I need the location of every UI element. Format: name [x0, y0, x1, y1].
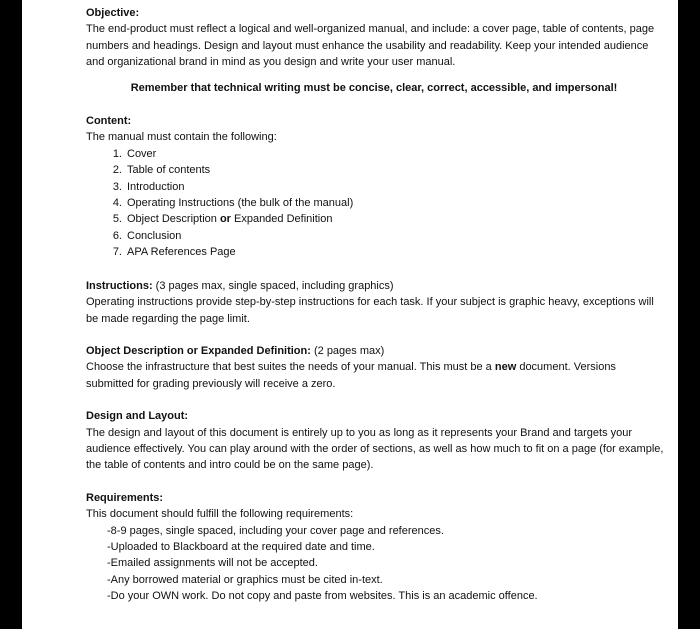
design-layout-text: The design and layout of this document is entirely up to you as long as it represents your Brand and targets your audience effectively. You can play around with the order of sections, as well as how much to fit on a page (for example, the table of contents and intro could be on the same page).: [86, 426, 664, 472]
document-page: [22, 0, 678, 629]
requirements-list: [86, 523, 666, 605]
list-item: -8-9 pages, single spaced, including your cover page and references.: [107, 524, 444, 537]
list-item-number: 1.: [112, 147, 122, 160]
objective-text: The end-product must reflect a logical and well-organized manual, and include: a cover page, table of contents, page numbers and headings. Design and layout must enhance the usability and readability. Keep your intended audience and organizational brand in mind as you design and write your user manual.: [86, 23, 655, 69]
object-description-text-after: document. Versions submitted for grading previously will receive a zero.: [86, 361, 616, 390]
list-item-number: 2.: [112, 164, 122, 177]
content-intro: The manual must contain the following:: [86, 131, 277, 144]
list-item: [112, 211, 666, 227]
list-item-number: 4.: [112, 197, 122, 210]
requirements-intro: This document should fulfill the following requirements:: [86, 508, 354, 521]
list-item: [112, 146, 666, 162]
list-item: [112, 179, 666, 195]
design-layout-section: [86, 408, 666, 474]
list-item: [112, 195, 666, 211]
list-item-text: Introduction: [127, 180, 185, 193]
object-description-text: [86, 359, 666, 392]
objective-section: [86, 5, 666, 71]
list-item-number: 7.: [112, 246, 122, 259]
list-item: [112, 162, 666, 178]
list-item-text: Cover: [127, 147, 157, 160]
list-item-text-before: Object Description: [127, 213, 220, 226]
list-item: [112, 228, 666, 244]
list-item-text: Table of contents: [127, 164, 211, 177]
list-item-number: 5.: [112, 213, 122, 226]
list-item-text: Conclusion: [127, 229, 182, 242]
instructions-heading-note: (3 pages max, single spaced, including graphics): [152, 279, 394, 292]
requirements-heading: Requirements:: [86, 491, 164, 504]
object-description-heading-note: (2 pages max): [310, 344, 385, 357]
reminder-text: Remember that technical writing must be concise, clear, correct, accessible, and impersonal!: [130, 81, 618, 94]
content-heading: Content:: [86, 115, 132, 128]
list-item: -Uploaded to Blackboard at the required date and time.: [107, 540, 375, 553]
objective-heading: Objective:: [86, 7, 140, 19]
list-item-number: 6.: [112, 229, 122, 242]
list-item-text: Operating Instructions (the bulk of the manual): [127, 197, 354, 210]
list-item-number: 3.: [112, 180, 122, 193]
object-description-text-before: Choose the infrastructure that best suites the needs of your manual. This must be a: [86, 361, 495, 374]
object-description-section: [86, 343, 666, 392]
requirements-section: [86, 490, 666, 605]
instructions-text: Operating instructions provide step-by-step instructions for each task. If your subject is graphic heavy, exceptions will be made regarding the page limit.: [86, 296, 654, 325]
content-list: [86, 146, 666, 261]
document-content: [86, 5, 666, 605]
design-layout-heading: Design and Layout:: [86, 410, 189, 423]
list-item: [112, 244, 666, 260]
object-description-heading-line: [86, 343, 666, 359]
list-item-text-after: Expanded Definition: [230, 213, 333, 226]
instructions-heading: Instructions:: [86, 279, 153, 292]
list-item-text: APA References Page: [127, 246, 236, 259]
object-description-heading: Object Description or Expanded Definition:: [86, 344, 311, 357]
list-item-text-bold: or: [219, 213, 231, 226]
instructions-heading-line: [86, 278, 666, 294]
object-description-text-bold: new: [494, 361, 517, 374]
list-item: -Emailed assignments will not be accepted.: [107, 557, 318, 570]
instructions-section: [86, 278, 666, 327]
list-item: -Do your OWN work. Do not copy and paste from websites. This is an academic offence.: [107, 590, 538, 603]
list-item: -Any borrowed material or graphics must be cited in-text.: [107, 573, 383, 586]
content-section: [86, 113, 666, 261]
